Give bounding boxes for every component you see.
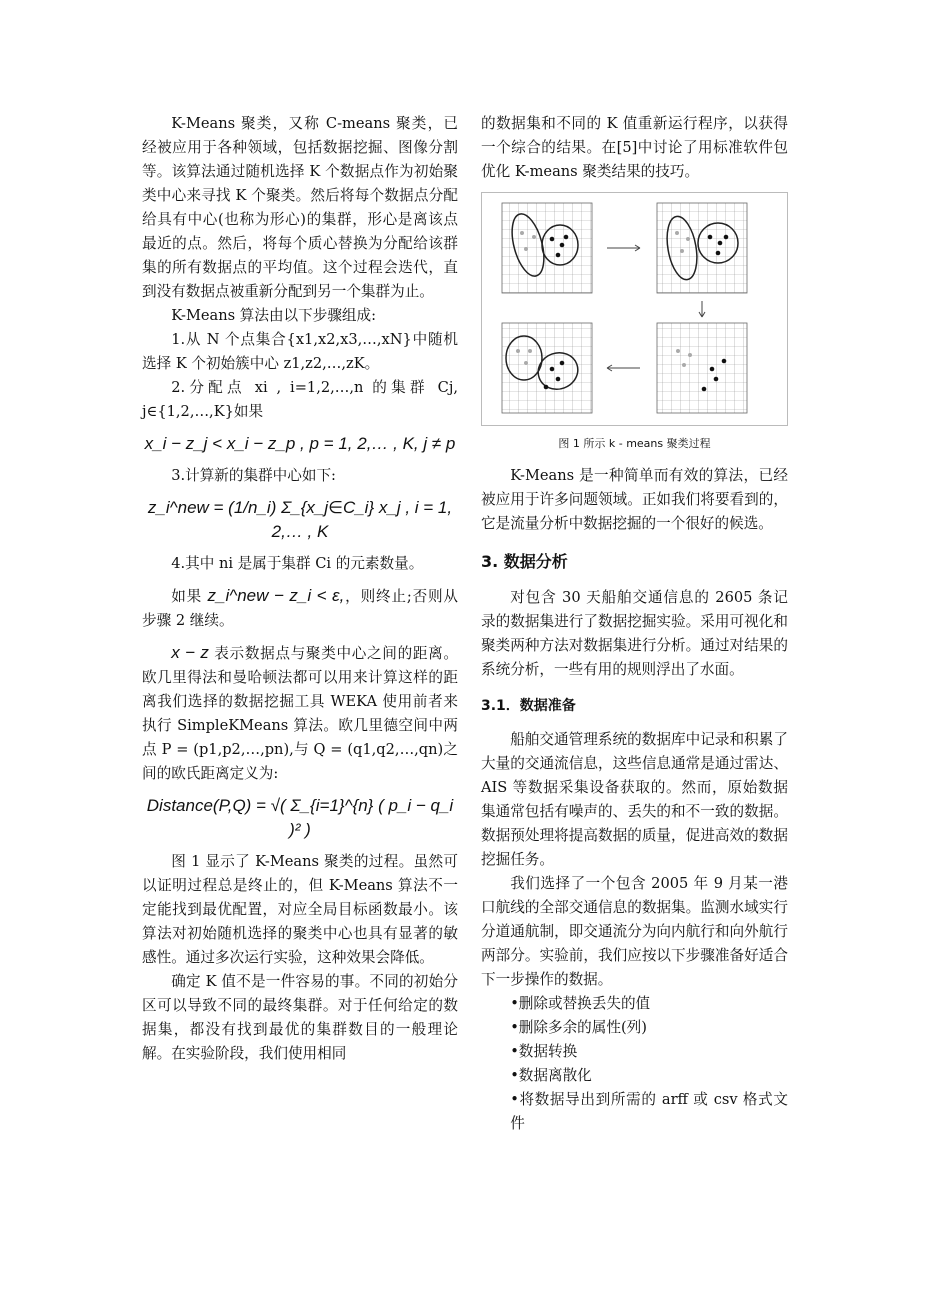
bullet-item: •数据离散化: [510, 1067, 592, 1084]
step-1: 1.从 N 个点集合{x1,x2,x3,…,xN}中随机选择 K 个初始簇中心 z1,z2,…,zK。: [142, 331, 458, 372]
stop-condition-prefix: 如果: [171, 588, 203, 605]
step-2: 2.分配点 xi , i=1,2,…,n 的集群 Cj, j∈{1,2,…,K}如果: [142, 379, 458, 420]
panel-reassign: [502, 323, 592, 413]
distance-description: [142, 641, 458, 786]
stop-condition: [142, 584, 458, 633]
left-column: [142, 112, 458, 1066]
section-heading-data-analysis: 3. 数据分析: [481, 552, 568, 571]
panel-assign: [657, 203, 747, 293]
paragraph-kmeans-summary: K-Means 是一种简单而有效的算法，已经被应用于许多问题领域。正如我们将要看到的，它是流量分析中数据挖掘的一个很好的候选。: [481, 467, 788, 532]
panel-initial: [502, 203, 592, 293]
formula-x-minus-z: x − z: [171, 643, 209, 662]
paragraph-kmeans-intro: K-Means 聚类，又称 C-means 聚类，已经被应用于各种领域，包括数据挖掘、图像分割等。该算法通过随机选择 K 个数据点作为初始聚类中心来寻找 K 个聚类。然后将每个数据点分配给具有中心(也称为形心)的集群，形心是离该点最近的点。然后，将每个质心替换为分配给该群集的所有数据点的平均值。这个过程会迭代，直到没有数据点被重新分配到另一个集群为止。: [142, 115, 458, 300]
stop-condition-suffix: ，则终止;否则从步骤 2 继续。: [142, 588, 458, 629]
step-4: 4.其中 ni 是属于集群 Ci 的元素数量。: [171, 555, 424, 572]
paragraph-dataset-selection: 我们选择了一个包含 2005 年 9 月某一港口航线的全部交通信息的数据集。监测水域实行分道通航制，即交通流分为向内航行和向外航行两部分。实验前，我们应按以下步骤准备好适合下一步操作的数据。: [481, 875, 788, 988]
step-3: 3.计算新的集群中心如下:: [171, 467, 336, 484]
bullet-item: •将数据导出到所需的 arff 或 csv 格式文件: [510, 1091, 788, 1132]
bullet-item: •数据转换: [510, 1043, 578, 1060]
panel-update: [657, 323, 747, 413]
figure-caption: 图 1 所示 k - means 聚类过程: [558, 437, 711, 450]
formula-euclidean-distance: Distance(P,Q) = √( Σ_{i=1}^{n} ( p_i − q_i )² ): [146, 796, 454, 839]
formula-stop: z_i^new − z_i < ε,: [207, 586, 345, 605]
distance-description-text: 表示数据点与聚类中心之间的距离。欧几里得法和曼哈顿法都可以用来计算这样的距离我们选择的数据挖掘工具 WEKA 使用前者来执行 SimpleKMeans 算法。欧几里德空间中两点 P = (p1,p2,…,pn),与 Q = (q1,q2,…,qn)之间的欧氏距离定义为:: [142, 645, 459, 782]
paragraph-steps-intro: K-Means 算法由以下步骤组成:: [171, 307, 377, 324]
bullet-item: •删除多余的属性(列): [510, 1019, 647, 1036]
subsection-heading-data-prep: 3.1．数据准备: [481, 698, 576, 714]
bullet-item: •删除或替换丢失的值: [510, 995, 651, 1012]
figure-kmeans-process: [481, 192, 788, 426]
paragraph-vts-database: 船舶交通管理系统的数据库中记录和积累了大量的交通流信息，这些信息通常是通过雷达、AIS 等数据采集设备获取的。然而，原始数据集通常包括有噪声的、丢失的和不一致的数据。数据预处理将提高数据的质量，促进高效的数据挖掘任务。: [481, 731, 788, 868]
paragraph-experiment: 对包含 30 天船舶交通信息的 2605 条记录的数据集进行了数据挖掘实验。采用可视化和聚类两种方法对数据集进行分析。通过对结果的系统分析，一些有用的规则浮出了水面。: [481, 589, 788, 678]
kmeans-diagram: [482, 193, 787, 425]
right-column: [481, 112, 788, 1136]
formula-new-center: z_i^new = (1/n_i) Σ_{x_j∈C_i} x_j , i = 1, 2,… , K: [147, 498, 453, 541]
paragraph-continued: 的数据集和不同的 K 值重新运行程序，以获得一个综合的结果。在[5]中讨论了用标准软件包优化 K-means 聚类结果的技巧。: [481, 115, 788, 180]
paragraph-k-selection: 确定 K 值不是一件容易的事。不同的初始分区可以导致不同的最终集群。对于任何给定的数据集，都没有找到最优的集群数目的一般理论解。在实验阶段，我们使用相同: [142, 973, 458, 1062]
paragraph-figure-discussion: 图 1 显示了 K-Means 聚类的过程。虽然可以证明过程总是终止的，但 K-Means 算法不一定能找到最优配置，对应全局目标函数最小。该算法对初始随机选择的聚类中心也具有显著的敏感性。通过多次运行实验，这种效果会降低。: [142, 853, 458, 966]
formula-assignment: x_i − z_j < x_i − z_p , p = 1, 2,… , K, j ≠ p: [144, 434, 456, 453]
